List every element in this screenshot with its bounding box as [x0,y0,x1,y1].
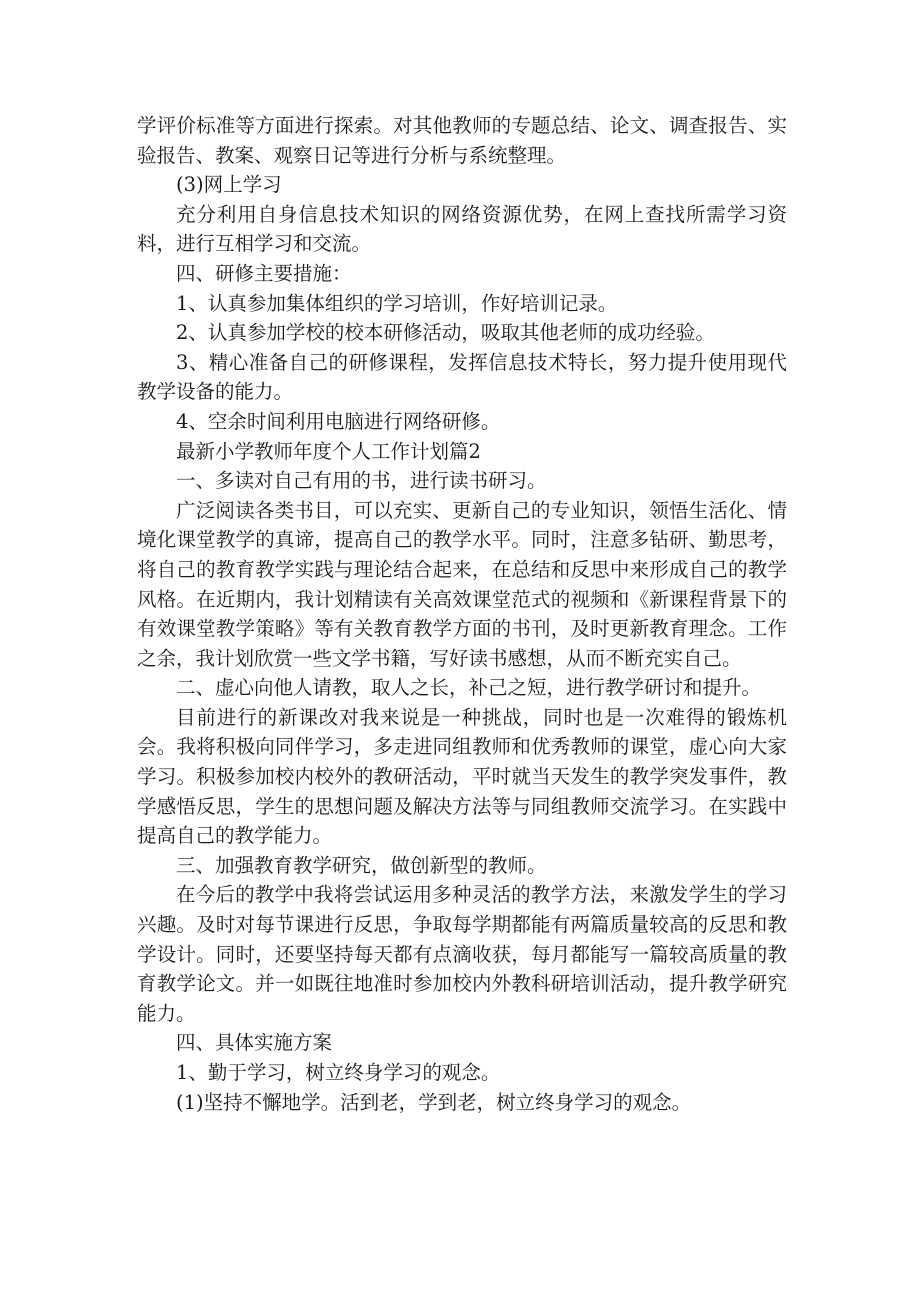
subheading-online-learning: (3)网上学习 [176,173,282,197]
document-body [137,111,787,1117]
list-item-measure-3: 3、精心准备自己的研修课程，发挥信息技术特长，努力提升使用现代教学设备的能力。 [137,350,787,404]
heading-implementation: 四、具体实施方案 [176,1031,333,1055]
paragraph-online-learning: 充分利用自身信息技术知识的网络资源优势，在网上查找所需学习资料，进行互相学习和交流。 [137,202,787,256]
heading-reading: 一、多读对自己有用的书，进行读书研习。 [176,469,547,493]
paragraph-learn-from-others: 目前进行的新课改对我来说是一种挑战，同时也是一次难得的锻炼机会。我将积极向同伴学习，多走进同组教师和优秀教师的课堂，虚心向大家学习。积极参加校内校外的教研活动，平时就当天发生的教学突发事件，教学感悟反思，学生的思想问题及解决方法等与同组教师交流学习。在实践中提高自己的教学能力。 [137,705,787,848]
paragraph-continuation: 学评价标准等方面进行探索。对其他教师的专题总结、论文、调查报告、实验报告、教案、观察日记等进行分析与系统整理。 [137,114,787,167]
paragraph-reading: 广泛阅读各类书目，可以充实、更新自己的专业知识，领悟生活化、情境化课堂教学的真谛，提高自己的教学水平。同时，注意多钻研、勤思考，将自己的教育教学实践与理论结合起来，在总结和反思中来形成自己的教学风格。在近期内，我计划精读有关高效课堂范式的视频和《新课程背景下的有效课堂教学策略》等有关教育教学方面的书刊，及时更新教育理念。工作之余，我计划欣赏一些文学书籍，写好读书感想，从而不断充实自己。 [137,498,787,670]
list-item-measure-4: 4、空余时间利用电脑进行网络研修。 [176,409,501,433]
section-title-plan-2: 最新小学教师年度个人工作计划篇2 [176,439,481,463]
heading-research: 三、加强教育教学研究，做创新型的教师。 [176,853,547,877]
list-item-persistent-study: (1)坚持不懈地学。活到老，学到老，树立终身学习的观念。 [176,1090,692,1114]
heading-learn-from-others: 二、虚心向他人请教，取人之长，补己之短，进行教学研讨和提升。 [176,676,762,700]
list-item-measure-1: 1、认真参加集体组织的学习培训，作好培训记录。 [176,291,618,315]
heading-main-measures: 四、研修主要措施： [176,261,352,285]
list-item-measure-2: 2、认真参加学校的校本研修活动，吸取其他老师的成功经验。 [176,321,715,345]
list-item-lifelong-learning: 1、勤于学习，树立终身学习的观念。 [176,1061,501,1084]
paragraph-research: 在今后的教学中我将尝试运用多种灵活的教学方法，来激发学生的学习兴趣。及时对每节课进行反思，争取每学期都能有两篇质量较高的反思和教学设计。同时，还要坚持每天都有点滴收获，每月都能写一篇较高质量的教育教学论文。并一如既往地准时参加校内外教科研培训活动，提升教学研究能力。 [137,883,787,1025]
